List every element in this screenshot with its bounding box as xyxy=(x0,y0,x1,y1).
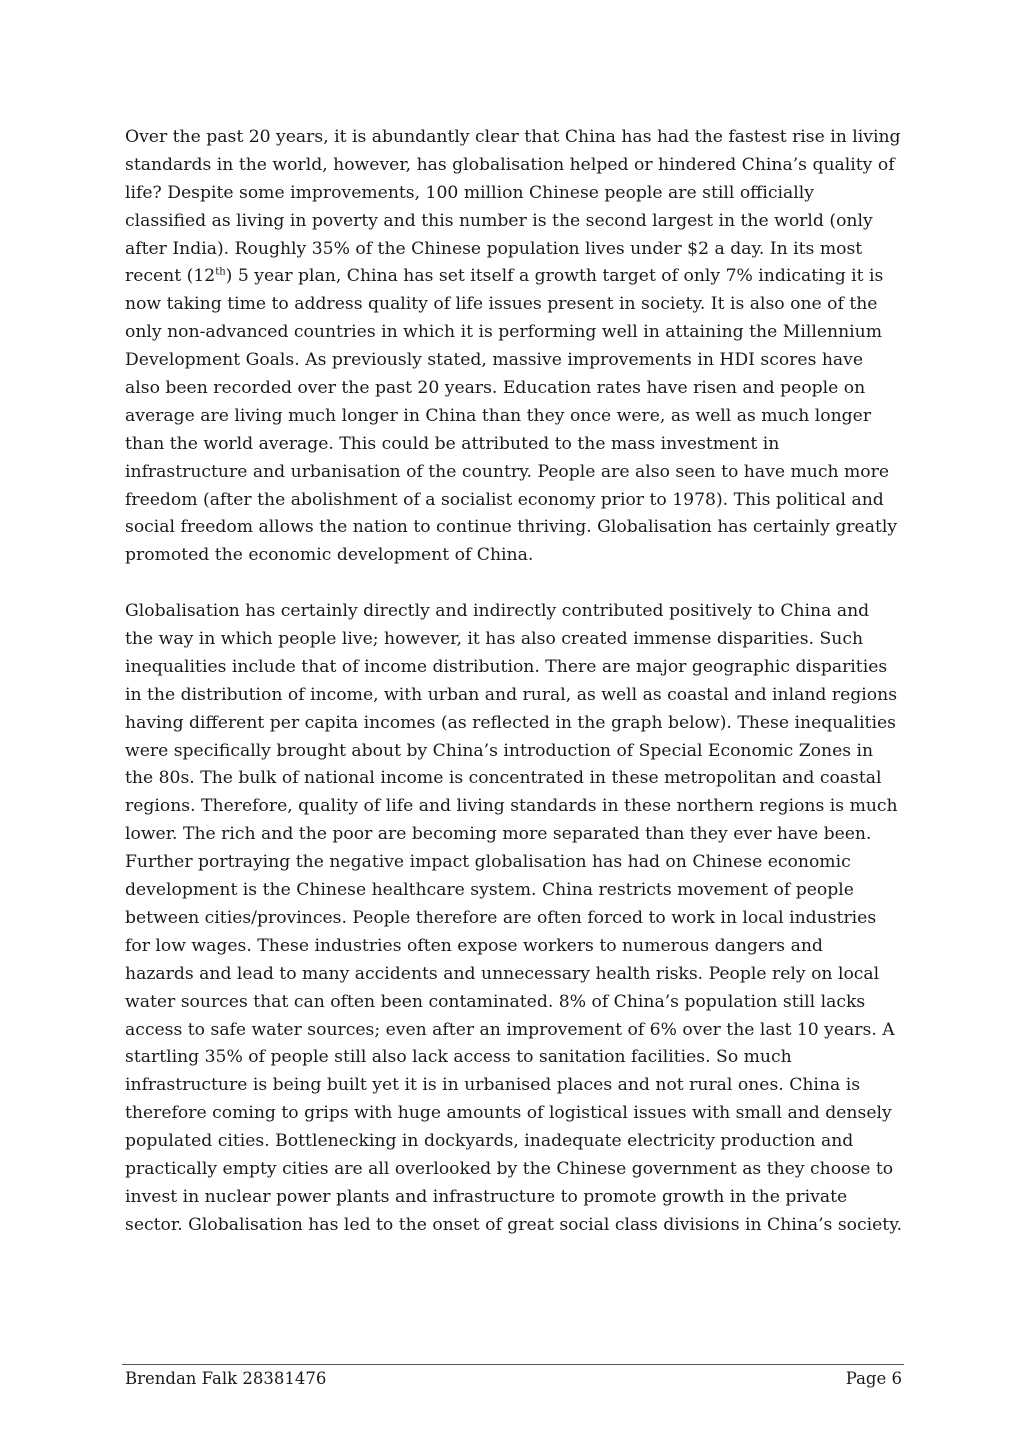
text-line: in the distribution of income, with urban and rural, as well as coastal and inland regions xyxy=(125,684,898,705)
text-line: promoted the economic development of China. xyxy=(125,545,534,566)
text-line: social freedom allows the nation to continue thriving. Globalisation has certainly greatly xyxy=(125,517,898,538)
text-line: average are living much longer in China than they once were, as well as much longer xyxy=(125,405,872,426)
text-line: startling 35% of people still also lack access to sanitation facilities. So much xyxy=(125,1047,792,1068)
text-line: standards in the world, however, has globalisation helped or hindered China’s quality of xyxy=(125,154,895,175)
text-line: development is the Chinese healthcare system. China restricts movement of people xyxy=(125,880,854,901)
text-line: hazards and lead to many accidents and unnecessary health risks. People rely on local xyxy=(125,963,880,984)
text-line: access to safe water sources; even after an improvement of 6% over the last 10 years. A xyxy=(125,1019,895,1040)
text-line: populated cities. Bottlenecking in dockyards, inadequate electricity production and xyxy=(125,1131,854,1152)
body-text xyxy=(125,124,905,1240)
paragraph-1 xyxy=(125,124,905,570)
text-line: lower. The rich and the poor are becoming more separated than they ever have been. xyxy=(125,824,872,845)
text-line: now taking time to address quality of life issues present in society. It is also one of the xyxy=(125,294,878,315)
text-line: classified as living in poverty and this number is the second largest in the world (only xyxy=(125,210,873,231)
text-line: than the world average. This could be attributed to the mass investment in xyxy=(125,433,780,454)
text-line: Further portraying the negative impact globalisation has had on Chinese economic xyxy=(125,852,851,873)
text-line: life? Despite some improvements, 100 million Chinese people are still officially xyxy=(125,182,814,203)
text-line: inequalities include that of income distribution. There are major geographic disparities xyxy=(125,656,888,677)
superscript-ordinal: th xyxy=(215,266,226,278)
text-line: practically empty cities are all overlooked by the Chinese government as they choose to xyxy=(125,1158,894,1179)
text-line: infrastructure and urbanisation of the country. People are also seen to have much more xyxy=(125,461,890,482)
text-line: the 80s. The bulk of national income is concentrated in these metropolitan and coastal xyxy=(125,768,882,789)
text-line: were specifically brought about by China’s introduction of Special Economic Zones in xyxy=(125,740,874,761)
paragraph-spacer xyxy=(125,570,905,598)
text-line: freedom (after the abolishment of a socialist economy prior to 1978). This political and xyxy=(125,489,884,510)
page-number: Page 6 xyxy=(845,1369,902,1388)
text-line: for low wages. These industries often expose workers to numerous dangers and xyxy=(125,935,823,956)
page-footer xyxy=(125,1368,902,1390)
footer-divider xyxy=(122,1364,904,1365)
text-line: sector. Globalisation has led to the onset of great social class divisions in China’s society. xyxy=(125,1214,903,1235)
text-line: only non-advanced countries in which it is performing well in attaining the Millennium xyxy=(125,322,883,343)
text-line: the way in which people live; however, it has also created immense disparities. Such xyxy=(125,629,864,650)
text-line: also been recorded over the past 20 years. Education rates have risen and people on xyxy=(125,378,866,399)
text-run: ) 5 year plan, China has set itself a growth target of only 7% indicating it is xyxy=(225,266,884,287)
text-line: regions. Therefore, quality of life and living standards in these northern regions is much xyxy=(125,796,898,817)
text-line: Over the past 20 years, it is abundantly clear that China has had the fastest rise in living xyxy=(125,127,901,147)
text-run: recent (12 xyxy=(125,266,216,287)
text-line: between cities/provinces. People therefore are often forced to work in local industries xyxy=(125,907,877,928)
text-line xyxy=(125,263,905,291)
text-line: invest in nuclear power plants and infrastructure to promote growth in the private xyxy=(125,1186,848,1207)
text-line: Globalisation has certainly directly and indirectly contributed positively to China and xyxy=(125,601,870,622)
text-line: having different per capita incomes (as reflected in the graph below). These inequalities xyxy=(125,712,896,733)
paragraph-2 xyxy=(125,598,905,1239)
text-line: Development Goals. As previously stated, massive improvements in HDI scores have xyxy=(125,350,864,371)
text-line: water sources that can often been contaminated. 8% of China’s population still lacks xyxy=(125,991,866,1012)
text-line: infrastructure is being built yet it is in urbanised places and not rural ones. China is xyxy=(125,1075,861,1096)
text-line: after India). Roughly 35% of the Chinese population lives under $2 a day. In its most xyxy=(125,238,863,259)
footer-author: Brendan Falk 28381476 xyxy=(125,1369,327,1388)
text-line: therefore coming to grips with huge amounts of logistical issues with small and densely xyxy=(125,1103,892,1124)
